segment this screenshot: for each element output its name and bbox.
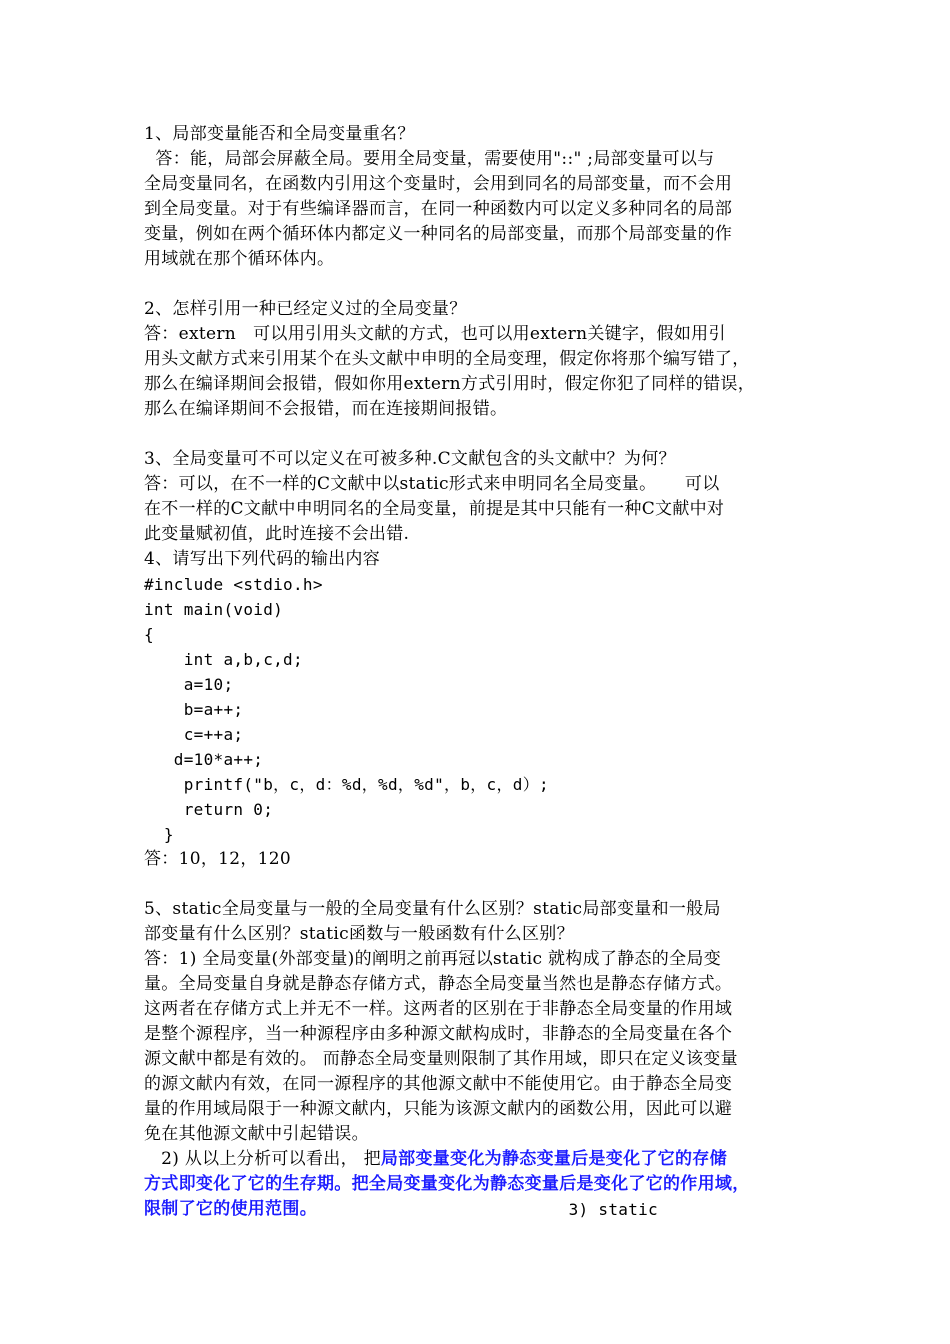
answer-2-line: 那么在编译期间会报错，假如你用extern方式引用时，假定你犯了同样的错误， (144, 374, 756, 394)
answer-5-line: 答：1) 全局变量(外部变量)的阐明之前再冠以static 就构成了静态的全局变 (144, 949, 721, 969)
code-line: } (144, 825, 174, 844)
answer-4: 答：10，12，120 (144, 849, 292, 869)
question-5-title: 5、static全局变量与一般的全局变量有什么区别？static局部变量和一般局 (144, 899, 721, 919)
point-2-3-line (144, 1197, 804, 1222)
answer-5-line: 量。全局变量自身就是静态存储方式，静态全局变量当然也是静态存储方式。 (144, 974, 733, 994)
code-line: a=10; (144, 675, 234, 694)
code-line: int main(void) (144, 600, 284, 619)
question-4-title: 4、请写出下列代码的输出内容 (144, 549, 381, 569)
point-3-start: 3) static (568, 1200, 658, 1219)
answer-5-line: 这两者在存储方式上并无不一样。这两者的区别在于非静态全局变量的作用域 (144, 999, 733, 1019)
answer-5-line: 是整个源程序，当一种源程序由多种源文献构成时，非静态的全局变量在各个 (144, 1024, 733, 1044)
point-2-highlight: 方式即变化了它的生存期。把全局变量变化为静态变量后是变化了它的作用域， (144, 1174, 750, 1194)
answer-1-line: 答：能，局部会屏蔽全局。要用全局变量，需要使用"::" ;局部变量可以与 (144, 149, 715, 169)
question-3-title: 3、全局变量可不可以定义在可被多种.C文献包含的头文献中？为何？ (144, 449, 676, 469)
question-5-title: 部变量有什么区别？static函数与一般函数有什么区别？ (144, 924, 574, 944)
code-line: int a,b,c,d; (144, 650, 303, 669)
answer-5-line: 免在其他源文献中引起错误。 (144, 1124, 369, 1144)
code-line: c=++a; (144, 725, 244, 744)
answer-5-line: 量的作用域局限于一种源文献内，只能为该源文献内的函数公用，因此可以避 (144, 1099, 733, 1119)
answer-3-line: 答：可以，在不一样的C文献中以static形式来申明同名全局变量。 可以 (144, 474, 720, 494)
answer-1-line: 全局变量同名，在函数内引用这个变量时，会用到同名的局部变量，而不会用 (144, 174, 733, 194)
code-line: #include <stdio.h> (144, 575, 323, 594)
code-line: { (144, 625, 154, 644)
point-2-highlight: 限制了它的使用范围。 (144, 1199, 317, 1219)
answer-1-line: 用域就在那个循环体内。 (144, 249, 335, 269)
answer-5-line: 的源文献内有效，在同一源程序的其他源文献中不能使用它。由于静态全局变 (144, 1074, 733, 1094)
answer-3-line: 此变量赋初值，此时连接不会出错. (144, 524, 410, 544)
code-line: b=a++; (144, 700, 244, 719)
answer-5-line: 源文献中都是有效的。 而静态全局变量则限制了其作用域，即只在定义该变量 (144, 1049, 738, 1069)
code-line: d=10*a++; (144, 750, 264, 769)
point-2-highlight: 局部变量变化为静态变量后是变化了它的存储 (380, 1149, 727, 1169)
answer-2-line: 答：extern 可以用引用头文献的方式，也可以用extern关键字，假如用引 (144, 324, 726, 344)
answer-2-line: 那么在编译期间不会报错，而在连接期间报错。 (144, 399, 508, 419)
code-line: return 0; (144, 800, 274, 819)
point-2-prefix: 2) 从以上分析可以看出， 把 (144, 1149, 381, 1169)
answer-3-line: 在不一样的C文献中申明同名的全局变量，前提是其中只能有一种C文献中对 (144, 499, 725, 519)
point-2-line (144, 1147, 727, 1172)
question-2-title: 2、怎样引用一种已经定义过的全局变量？ (144, 299, 467, 319)
answer-1-line: 到全局变量。对于有些编译器而言，在同一种函数内可以定义多种同名的局部 (144, 199, 733, 219)
question-1-title: 1、局部变量能否和全局变量重名？ (144, 124, 415, 144)
code-line: printf("b，c，d：%d，%d，%d"，b，c，d）; (144, 775, 549, 794)
answer-2-line: 用头文献方式来引用某个在头文献中申明的全局变理，假定你将那个编写错了， (144, 349, 750, 369)
answer-1-line: 变量，例如在两个循环体内都定义一种同名的局部变量，而那个局部变量的作 (144, 224, 733, 244)
